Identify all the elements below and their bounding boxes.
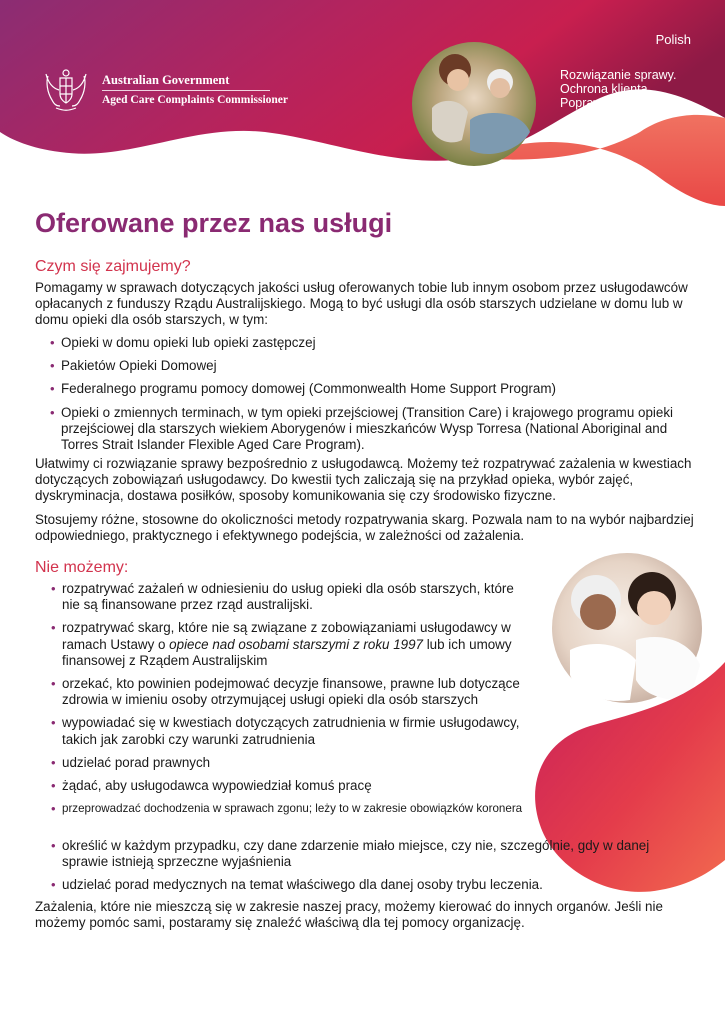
services-list xyxy=(35,335,695,460)
list-item: • Opieki w domu opieki lub opieki zastępczej xyxy=(35,335,695,351)
list-item: • udzielać porad medycznych na temat właściwego dla danej osoby trybu leczenia. xyxy=(35,877,695,893)
cannot-list xyxy=(35,581,535,824)
list-item: • Federalnego programu pomocy domowej (Commonwealth Home Support Program) xyxy=(35,381,695,397)
gov-line1: Australian Government xyxy=(102,73,230,87)
cannot-list-continued xyxy=(35,838,695,901)
section2-heading: Nie możemy: xyxy=(35,559,129,576)
b2-after: lub ich umowy finansowej z Rządem Australijskim xyxy=(62,636,512,668)
list-item: • udzielać porad prawnych xyxy=(35,755,535,771)
gov-line2: Aged Care Complaints Commissioner xyxy=(102,94,289,106)
section1-para3: Stosujemy różne, stosowne do okoliczności metody rozpatrywania skarg. Pozwala nam to na wybór najbardziej odpowiedniego, praktycznego i efektywnego podejścia, w zależności od zażalenia. xyxy=(35,512,694,544)
tagline-line: Ochrona klienta. xyxy=(560,82,652,96)
list-item: • orzekać, kto powinien podejmować decyzje finansowe, prawne lub dotyczące zdrowia w imieniu osoby otrzymującej usługi opieki dla osób starszych xyxy=(35,676,535,708)
tagline-line: Poprawa systemu. xyxy=(560,96,663,110)
section1-para2: Ułatwimy ci rozwiązanie sprawy bezpośrednio z usługodawcą. Możemy też rozpatrywać zażalenia w kwestiach dotyczących zobowiązań usługodawcy. Do kwestii tych zaliczają się na przykład opieka, wybór zajęć, dyskryminacja, dostawa posiłków, sposoby komunikowania się czy środowisko fizyczne. xyxy=(35,456,692,504)
closing-paragraph: Zażalenia, które nie mieszczą się w zakresie naszej pracy, możemy kierować do innych organów. Jeśli nie możemy pomóc sami, postaramy się znaleźć właściwą dla tej pomocy organizację. xyxy=(35,899,663,931)
list-item: • określić w każdym przypadku, czy dane zdarzenie miało miejsce, czy nie, szczególnie, gdy w danej sprawie istnieją sprzeczne wyjaśnienia xyxy=(35,838,695,870)
list-item: • rozpatrywać zażaleń w odniesieniu do usług opieki dla osób starszych, które nie są finansowane przez rząd australijski. xyxy=(35,581,535,613)
page-title: Oferowane przez nas usługi xyxy=(35,208,393,238)
tagline-line: Rozwiązanie sprawy. xyxy=(560,68,677,82)
list-item: • żądać, aby usługodawca wypowiedział komuś pracę xyxy=(35,778,535,794)
list-item xyxy=(35,620,535,669)
list-item: • Opieki o zmiennych terminach, w tym opieki przejściowej (Transition Care) i krajowego programu opieki przejściowej dla starszych wiekiem Aborygenów i mieszkańców Wysp Torresa (National Aboriginal and Torres Strait Islander Flexible Aged Care Program). xyxy=(35,405,695,454)
list-item: • Pakietów Opieki Domowej xyxy=(35,358,695,374)
list-item: • wypowiadać się w kwestiach dotyczących zatrudnienia w firmie usługodawcy, takich jak zarobki czy warunki zatrudnienia xyxy=(35,715,535,747)
logo-divider xyxy=(102,90,270,91)
section1-heading: Czym się zajmujemy? xyxy=(35,258,191,275)
coat-of-arms-icon xyxy=(38,68,94,112)
b2-before: rozpatrywać skarg, które nie są związane z zobowiązaniami usługodawcy w ramach Ustawy o xyxy=(62,620,511,652)
list-item: • przeprowadzać dochodzenia w sprawach zgonu; leży to w zakresie obowiązków koronera xyxy=(35,801,602,817)
b2-italic: opiece nad osobami starszymi z roku 1997 xyxy=(169,636,423,652)
tagline xyxy=(560,68,676,110)
language-label: Polish xyxy=(655,32,691,47)
section1-intro: Pomagamy w sprawach dotyczących jakości usług oferowanych tobie lub innym osobom przez usługodawców opłacanych z funduszy Rządu Australijskiego. Mogą to być usługi dla osób starszych udzielane w domu lub w domu opieki dla osób starszych, w tym: xyxy=(35,280,688,328)
government-logo xyxy=(38,68,288,112)
